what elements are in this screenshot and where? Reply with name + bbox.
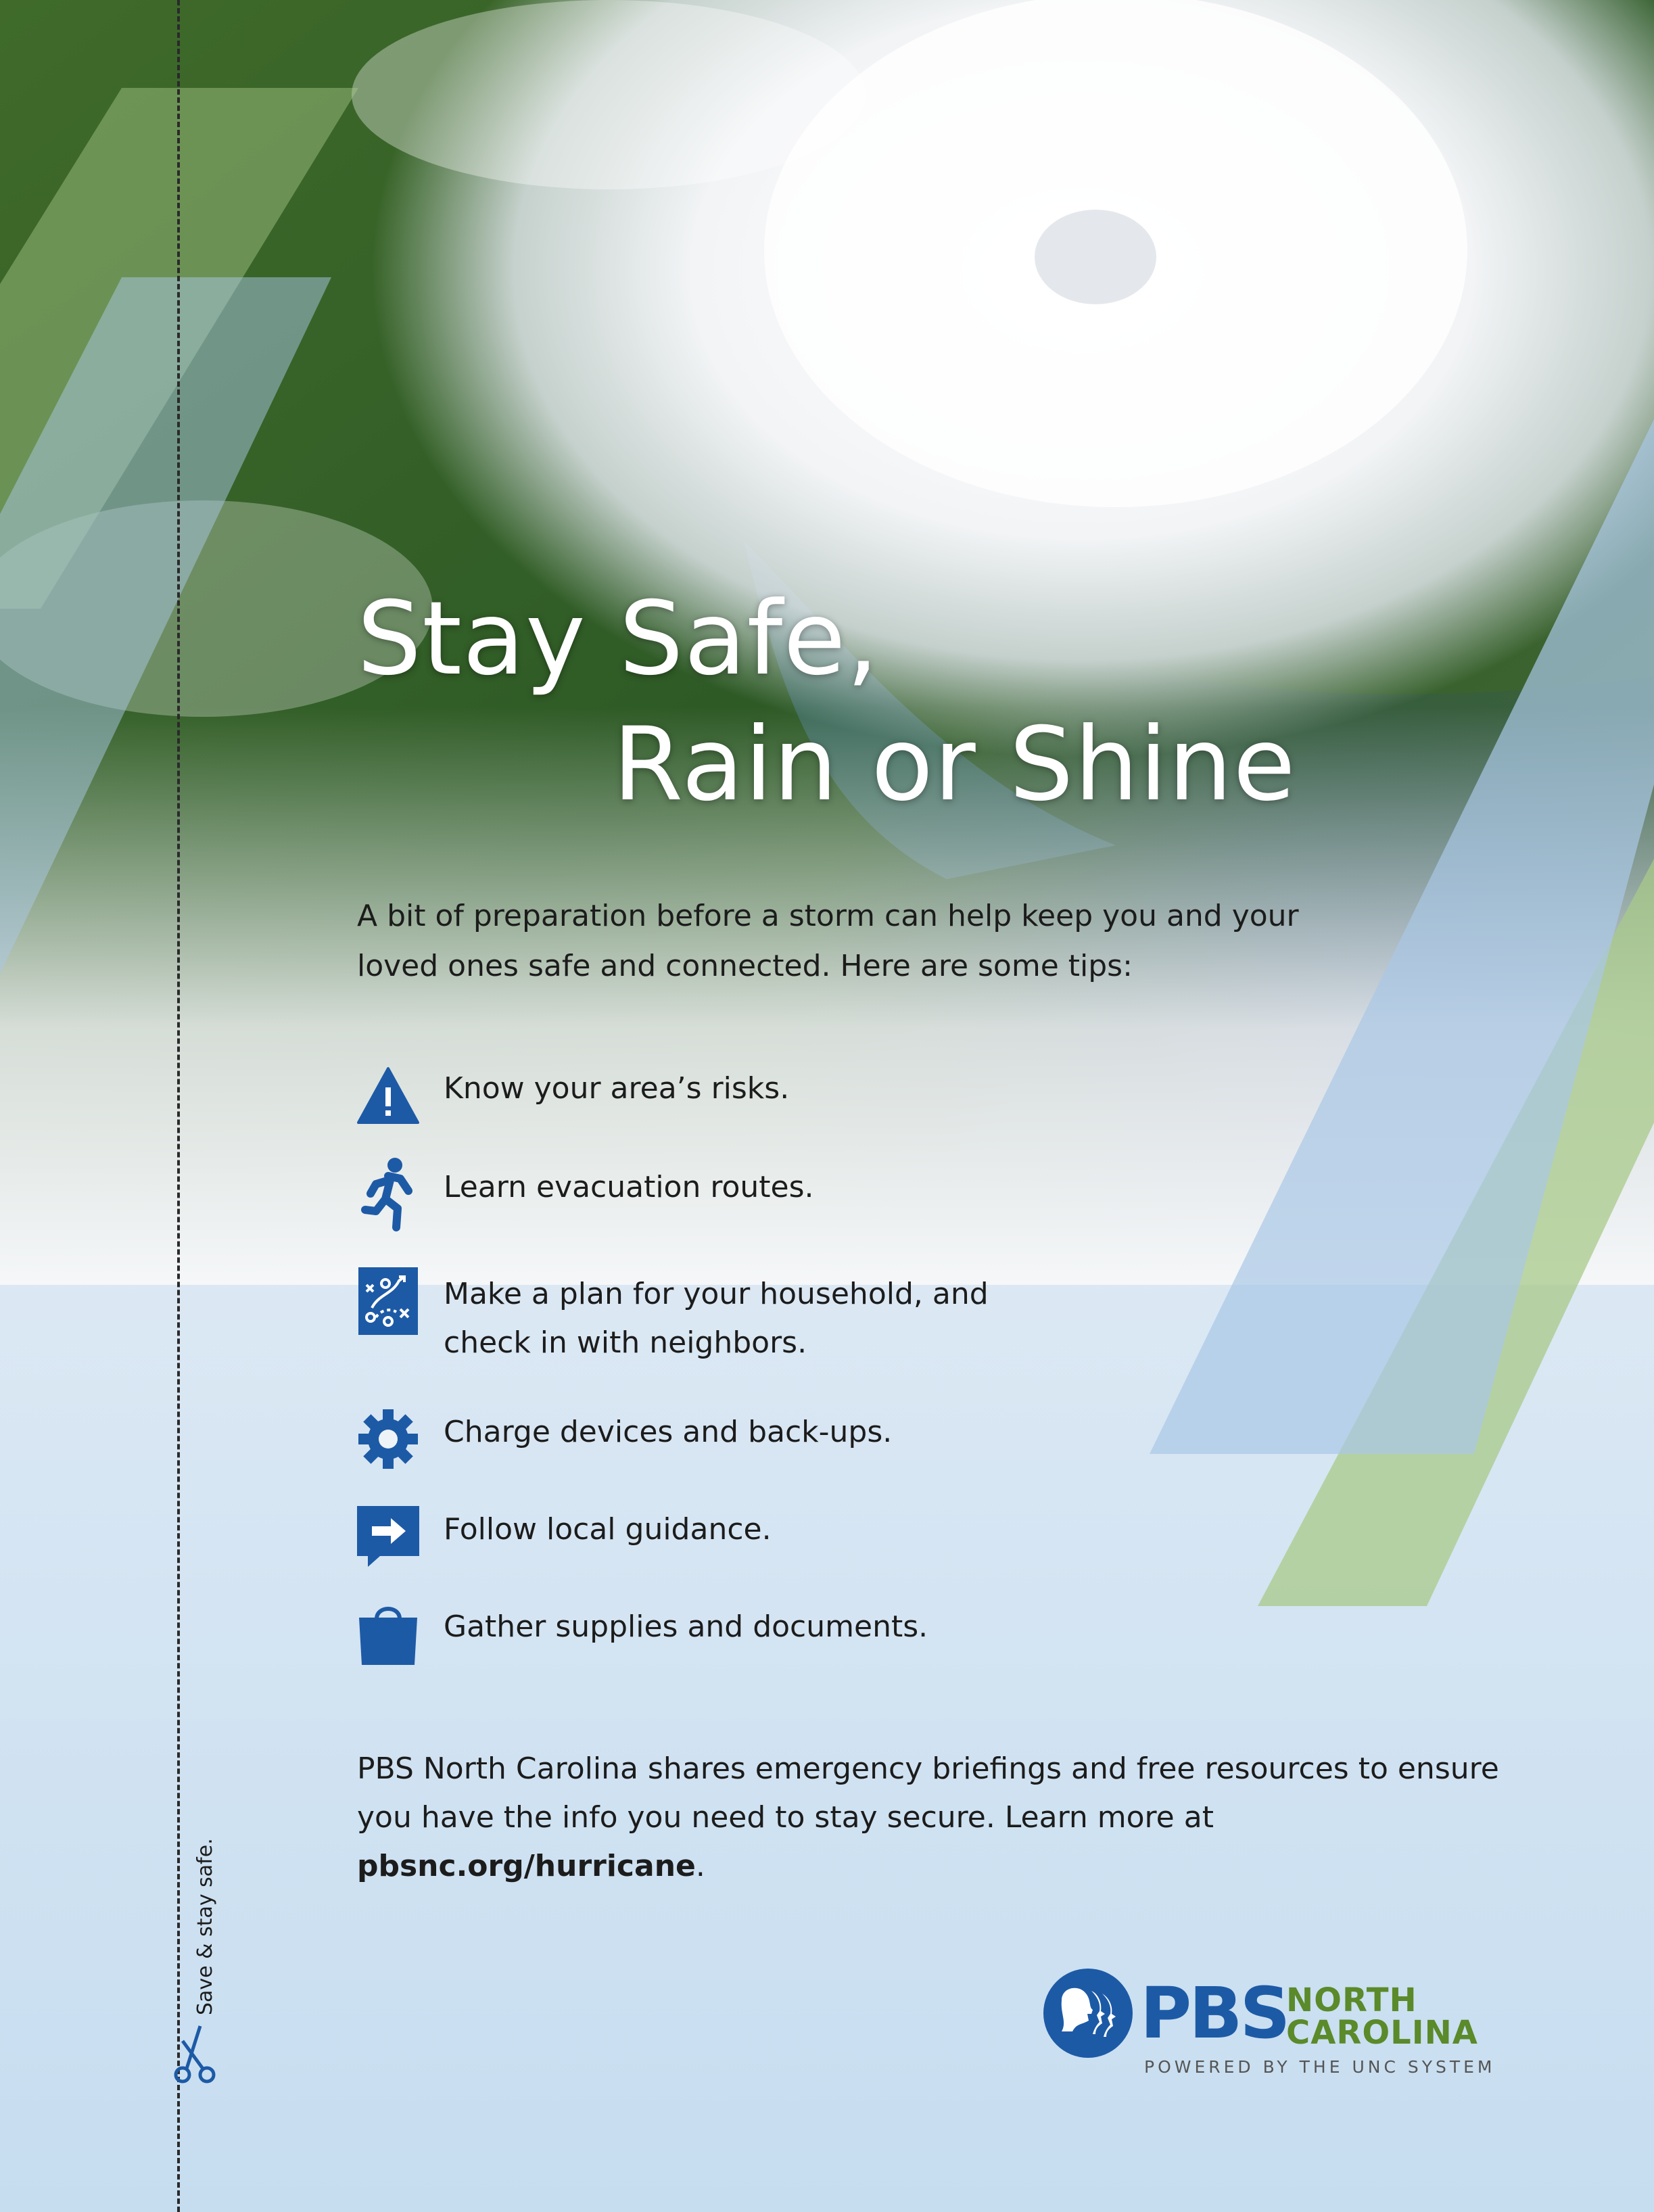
plan-diagram-icon [357,1270,419,1332]
headline-line-1: Stay Safe, [357,580,880,698]
tip-item [357,1505,772,1568]
cut-dashed-line [177,0,180,2212]
nc-wordmark-line-1: NORTH [1286,1981,1417,2019]
pbs-nc-logo [1041,1964,1496,2086]
pbs-heads-icon [1041,1967,1135,2060]
pbs-wordmark: PBS [1140,1972,1288,2054]
gear-icon [357,1408,419,1470]
headline-line-2: Rain or Shine [613,706,1296,824]
tip-item [357,1270,998,1367]
nc-wordmark-line-2: CAROLINA [1286,2014,1478,2052]
running-person-icon [357,1163,419,1225]
tip-text: Charge devices and back-ups. [444,1415,893,1449]
tip-text: Gather supplies and documents. [444,1609,928,1644]
tip-text: Learn evacuation routes. [444,1170,814,1204]
logo-tagline: POWERED BY THE UNC SYSTEM [1144,2057,1496,2077]
side-note: Save & stay safe. [193,1838,217,2015]
tip-item [357,1064,789,1127]
tip-text: Follow local guidance. [444,1512,772,1547]
scissors-icon [168,2021,222,2088]
tip-item [357,1603,928,1665]
arrow-sign-icon [357,1505,419,1568]
hurricane-link[interactable]: pbsnc.org/hurricane [357,1849,696,1883]
intro-text: A bit of preparation before a storm can help keep you and your loved ones safe and connected. Here are some tips: [357,899,1299,983]
tip-text: Know your area’s risks. [444,1071,790,1106]
shopping-bag-icon [357,1603,419,1665]
tip-text: Make a plan for your household, and check in with neighbors. [444,1277,989,1360]
tip-item [357,1408,892,1470]
blue-stripe-left [0,0,352,981]
tip-item [357,1163,814,1225]
warning-triangle-icon [357,1064,419,1127]
closing-text: PBS North Carolina shares emergency briefings and free resources to ensure you have the info you need to stay secure. Learn more at pbsnc.org/hurricane. [357,1751,1499,1883]
